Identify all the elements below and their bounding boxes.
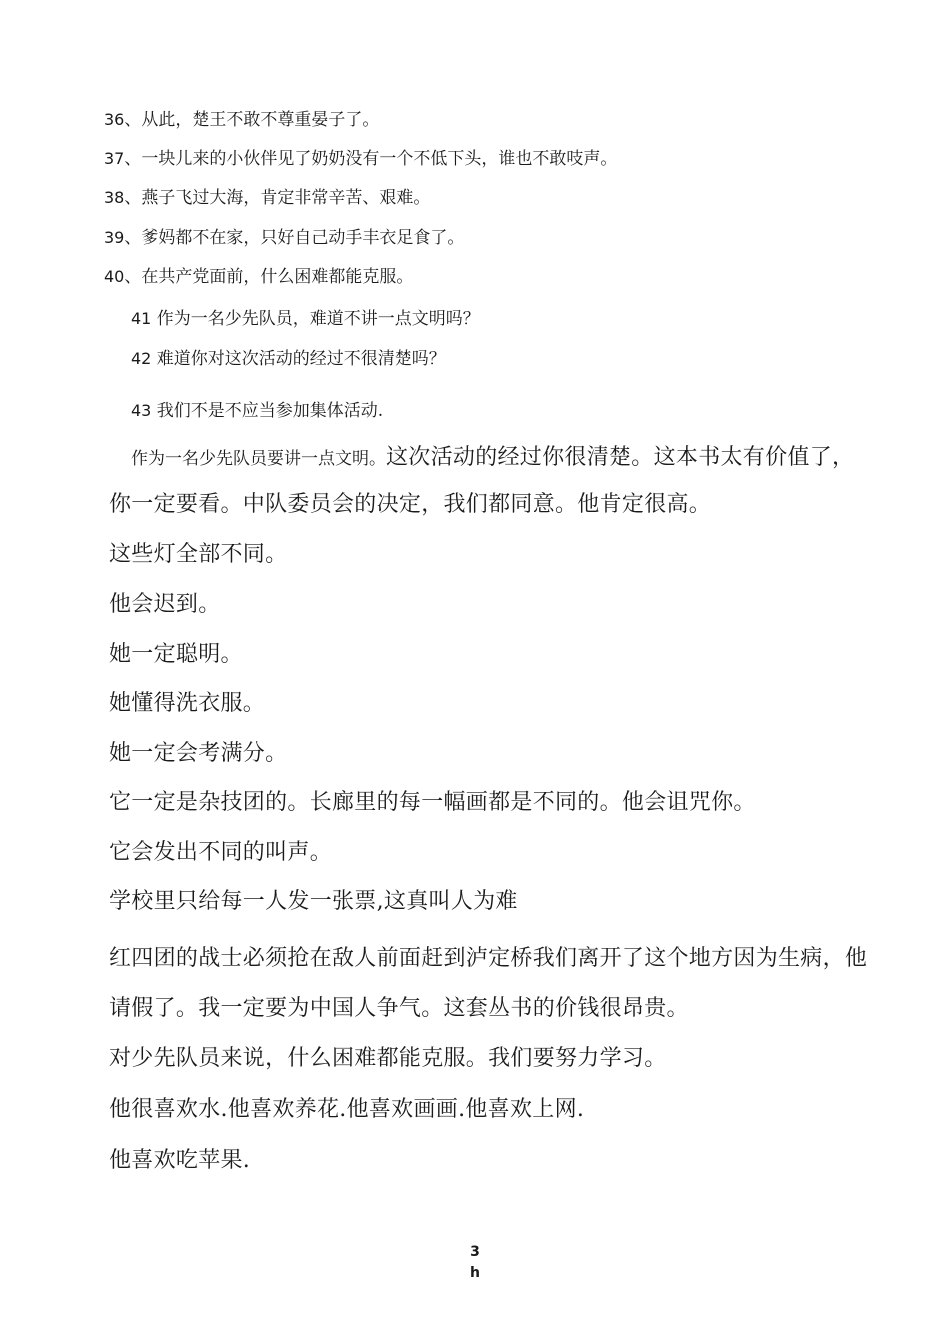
- page-number-suffix: h: [470, 1265, 480, 1281]
- item-text: 难道你对这次活动的经过不很清楚吗？: [156, 349, 446, 369]
- item-36: [104, 112, 379, 129]
- item-text: 燕子飞过大海，肯定非常辛苦、艰难。: [141, 188, 431, 208]
- item-number: 40: [104, 267, 125, 286]
- item-text: 一块儿来的小伙伴见了奶奶没有一个不低下头，谁也不敢吱声。: [141, 149, 618, 169]
- item-37: [104, 151, 617, 168]
- item-number: 36: [104, 110, 125, 129]
- item-number: 39: [104, 228, 125, 247]
- item-number: 37: [104, 149, 125, 168]
- answer-line-11: 红四团的战士必须抢在敌人前面赶到泸定桥我们离开了这个地方因为生病，他: [109, 946, 868, 971]
- item-separator: 、: [124, 228, 142, 248]
- answer-line-14: 他很喜欢水.他喜欢养花.他喜欢画画.他喜欢上网.: [109, 1097, 585, 1122]
- answer-line-10: 学校里只给每一人发一张票,这真叫人为难: [109, 889, 518, 914]
- item-number: 43: [131, 401, 152, 420]
- item-number: 41: [131, 309, 152, 328]
- answer-line-3: 这些灯全部不同。: [109, 542, 288, 567]
- item-41: [131, 311, 480, 328]
- item-40: [104, 269, 413, 286]
- answer-line-12: 请假了。我一定要为中国人争气。这套丛书的价钱很昂贵。: [109, 996, 689, 1021]
- item-separator: 、: [124, 149, 142, 169]
- answer-line-15: 他喜欢吃苹果.: [109, 1148, 251, 1173]
- item-separator: 、: [124, 110, 142, 130]
- item-text: 作为一名少先队员，难道不讲一点文明吗？: [156, 309, 480, 329]
- item-42: [131, 351, 446, 368]
- answer-line-1: [131, 447, 854, 469]
- answer-line-7: 她一定会考满分。: [109, 741, 288, 766]
- item-text: 从此，楚王不敢不尊重晏子了。: [141, 110, 380, 130]
- item-text: 爹妈都不在家，只好自己动手丰衣足食了。: [141, 228, 465, 248]
- item-38: [104, 190, 430, 207]
- item-text: 我们不是不应当参加集体活动.: [156, 401, 384, 421]
- item-separator: 、: [124, 188, 142, 208]
- item-43: [131, 403, 383, 420]
- item-separator: 、: [124, 267, 142, 287]
- answer-line-5: 她一定聪明。: [109, 642, 243, 667]
- answer-line-6: 她懂得洗衣服。: [109, 691, 266, 716]
- item-39: [104, 230, 464, 247]
- item-number: 38: [104, 188, 125, 207]
- answer-line-9: 它会发出不同的叫声。: [109, 840, 333, 865]
- answer-text-small: 作为一名少先队员要讲一点文明。: [131, 449, 386, 469]
- item-text: 在共产党面前，什么困难都能克服。: [141, 267, 414, 287]
- answer-line-13: 对少先队员来说，什么困难都能克服。我们要努力学习。: [109, 1046, 667, 1071]
- page-number: 3: [470, 1244, 480, 1260]
- answer-line-4: 他会迟到。: [109, 592, 221, 617]
- answer-text-large: 这次活动的经过你很清楚。这本书太有价值了，: [386, 445, 855, 470]
- item-number: 42: [131, 349, 152, 368]
- answer-line-8: 它一定是杂技团的。长廊里的每一幅画都是不同的。他会诅咒你。: [109, 790, 756, 815]
- answer-line-2: 你一定要看。中队委员会的决定，我们都同意。他肯定很高。: [109, 492, 712, 517]
